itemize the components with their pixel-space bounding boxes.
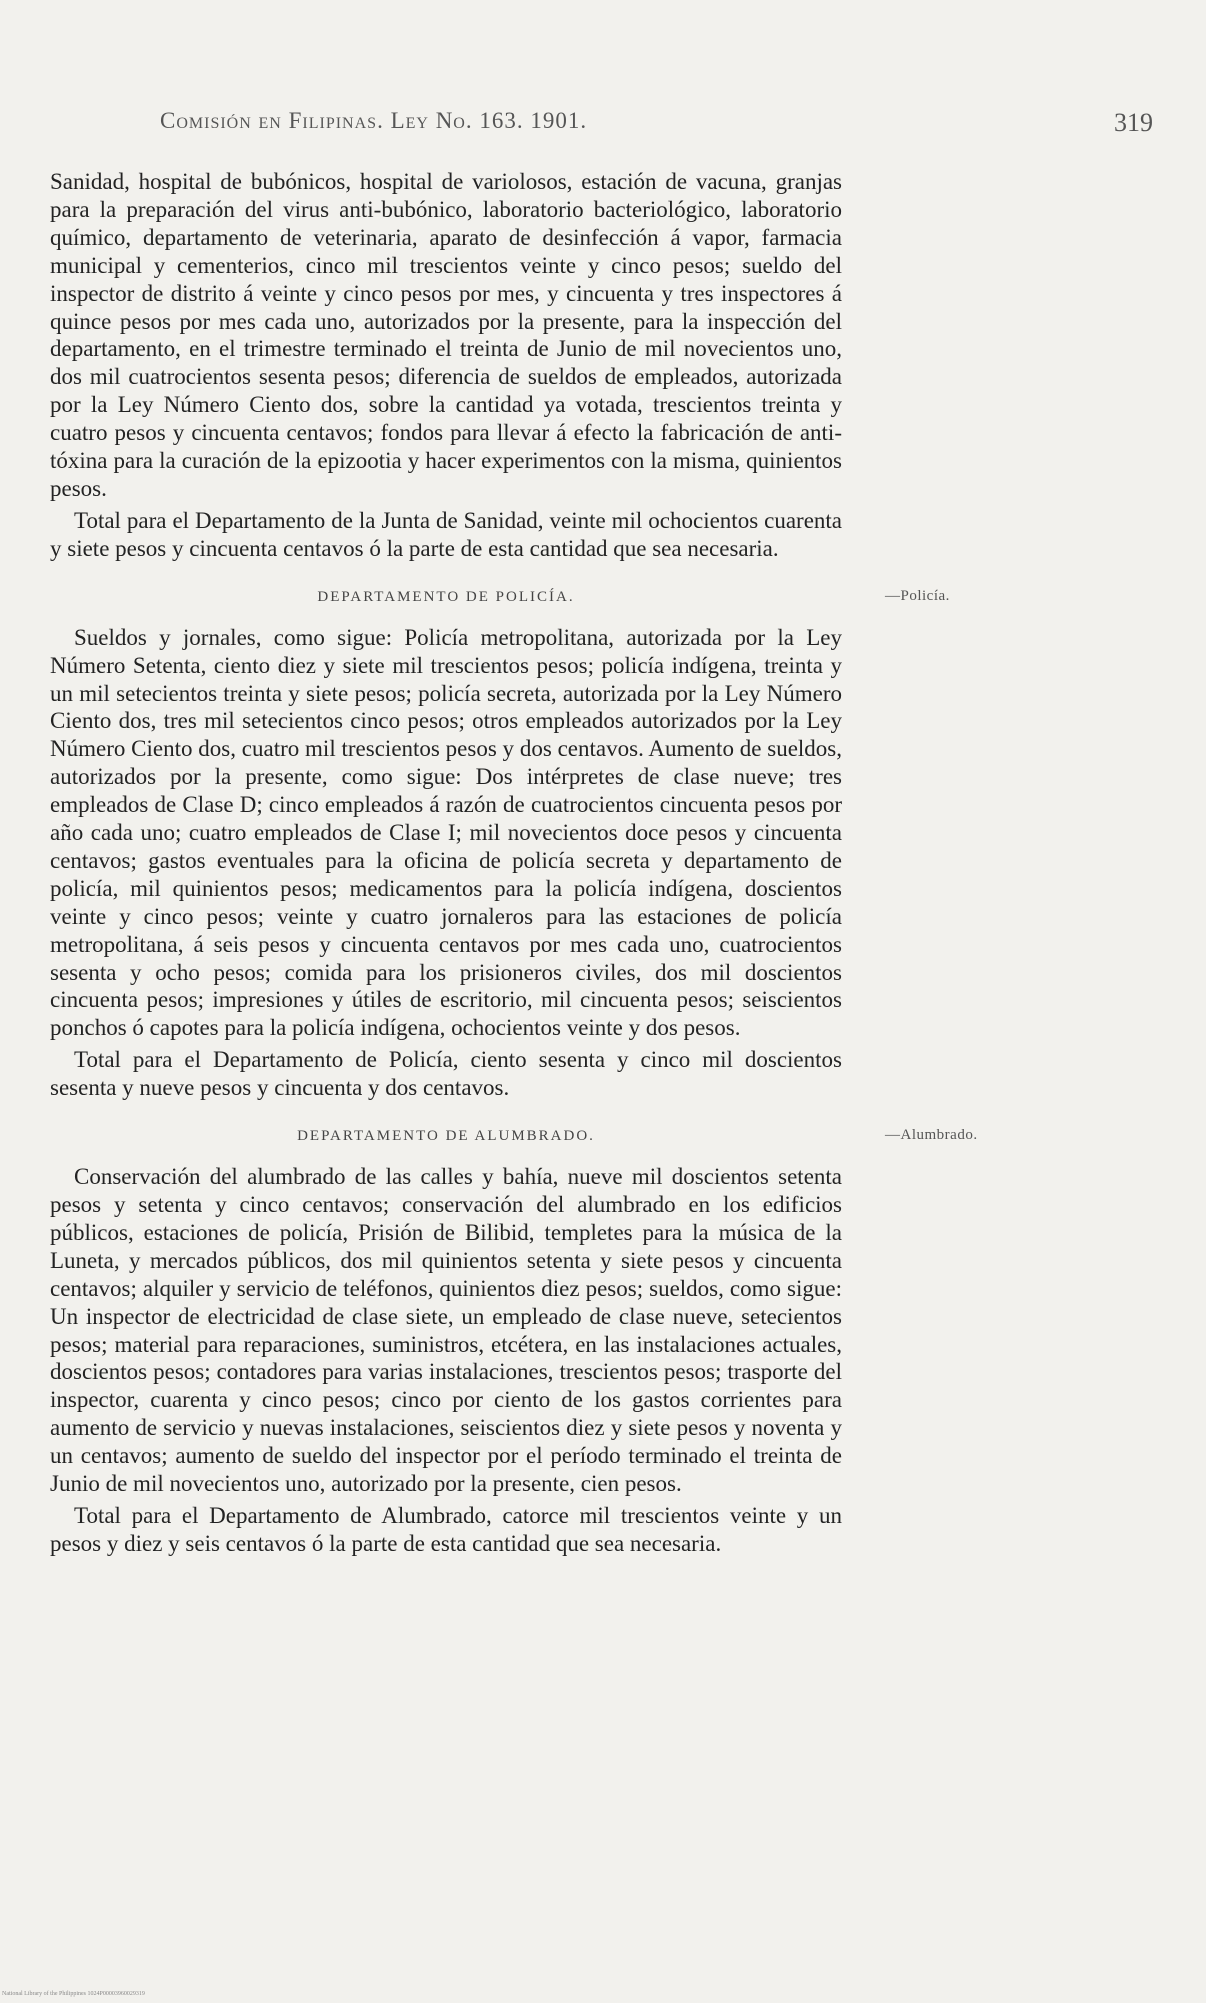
heading-text-policia: DEPARTAMENTO DE POLICÍA.	[317, 588, 575, 605]
heading-text-alumbrado: DEPARTAMENTO DE ALUMBRADO.	[297, 1128, 595, 1145]
sanidad-paragraph: Sanidad, hospital de bubónicos, hospital de variolosos, estación de vacuna, granjas para la preparación del virus anti-bubónico, laboratorio bacteriológico, laboratorio químico, departamento de veterinaria, aparato de desinfección á vapor, farmacia municipal y cementerios, cinco mil trescientos veinte y cinco pesos; sueldo del inspector de distrito á veinte y cinco pesos por mes, y cincuenta y tres inspectores á quince pesos por mes cada uno, autorizados por la presente, para la inspección del departamento, en el trimestre terminado el treinta de Junio de mil novecientos uno, dos mil cuatrocientos sesenta pesos; diferencia de sueldos de empleados, autorizada por la Ley Número Ciento dos, sobre la cantidad ya votada, trescientos treinta y cuatro pesos y cincuenta centavos; fondos para llevar á efecto la fabricación de anti-tóxina para la curación de la epizootia y hacer experimentos con la misma, quinientos pesos.	[50, 169, 842, 501]
margin-note-policia: —Policía.	[885, 587, 950, 604]
alumbrado-total: Total para el Departamento de Alumbrado, catorce mil trescientos veinte y un pesos y diez y seis centavos ó la parte de esta cantidad que sea necesaria.	[50, 1502, 842, 1556]
section-heading-alumbrado	[50, 1127, 978, 1145]
text-column	[50, 168, 978, 1558]
page-number: 319	[1114, 108, 1153, 137]
policia-total: Total para el Departamento de Policía, ciento sesenta y cinco mil doscientos sesenta y nueve pesos y cincuenta y dos centavos.	[50, 1047, 842, 1101]
alumbrado-paragraph: Conservación del alumbrado de las calles y bahía, nueve mil doscientos setenta pesos y setenta y cinco centavos; conservación del alumbrado en los edificios públicos, estaciones de policía, Prisión de Bilibid, templetes para la música de la Luneta, y mercados públicos, dos mil quinientos setenta y siete pesos y cincuenta centavos; alquiler y servicio de teléfonos, quinientos diez pesos; sueldos, como sigue: Un inspector de electricidad de clase siete, un empleado de clase nueve, setecientos pesos; material para reparaciones, suministros, etcétera, en las instalaciones actuales, doscientos pesos; contadores para varias instalaciones, trescientos pesos; trasporte del inspector, cuarenta y cinco pesos; cinco por ciento de los gastos corrientes para aumento de servicio y nuevas instalaciones, seiscientos diez y siete pesos y noventa y un centavos; aumento de sueldo del inspector por el período terminado el treinta de Junio de mil novecientos uno, autorizado por la presente, cien pesos.	[50, 1164, 842, 1497]
scan-credit: National Library of the Philippines 1024P00003960029319	[2, 1991, 145, 1997]
running-head: Comisión en Filipinas. Ley No. 163. 1901.	[160, 108, 588, 133]
sanidad-total: Total para el Departamento de la Junta de Sanidad, veinte mil ochocientos cuarenta y siete pesos y cincuenta centavos ó la parte de esta cantidad que sea necesaria.	[50, 507, 842, 561]
section-heading-policia	[50, 587, 950, 606]
margin-note-alumbrado: —Alumbrado.	[885, 1127, 978, 1144]
policia-paragraph: Sueldos y jornales, como sigue: Policía metropolitana, autorizada por la Ley Número Setenta, ciento diez y siete mil trescientos pesos; policía indígena, treinta y un mil setecientos treinta y siete pesos; policía secreta, autorizada por la Ley Número Ciento dos, tres mil setecientos cinco pesos; otros empleados autorizados por la Ley Número Ciento dos, cuatro mil trescientos pesos y dos centavos. Aumento de sueldos, autorizados por la presente, como sigue: Dos intérpretes de clase nueve; tres empleados de Clase D; cinco empleados á razón de cuatrocientos cincuenta pesos por año cada uno; cuatro empleados de Clase I; mil novecientos doce pesos y cincuenta centavos; gastos eventuales para la oficina de policía secreta y departamento de policía, mil quinientos pesos; medicamentos para la policía indígena, doscientos veinte y cinco pesos; veinte y cuatro jornaleros para las estaciones de policía metropolitana, á seis pesos y cincuenta centavos por mes cada uno, cuatrocientos sesenta y ocho pesos; comida para los prisioneros civiles, dos mil doscientos cincuenta pesos; impresiones y útiles de escritorio, mil cincuenta pesos; seiscientos ponchos ó capotes para la policía indígena, ochocientos veinte y dos pesos.	[50, 624, 842, 1041]
